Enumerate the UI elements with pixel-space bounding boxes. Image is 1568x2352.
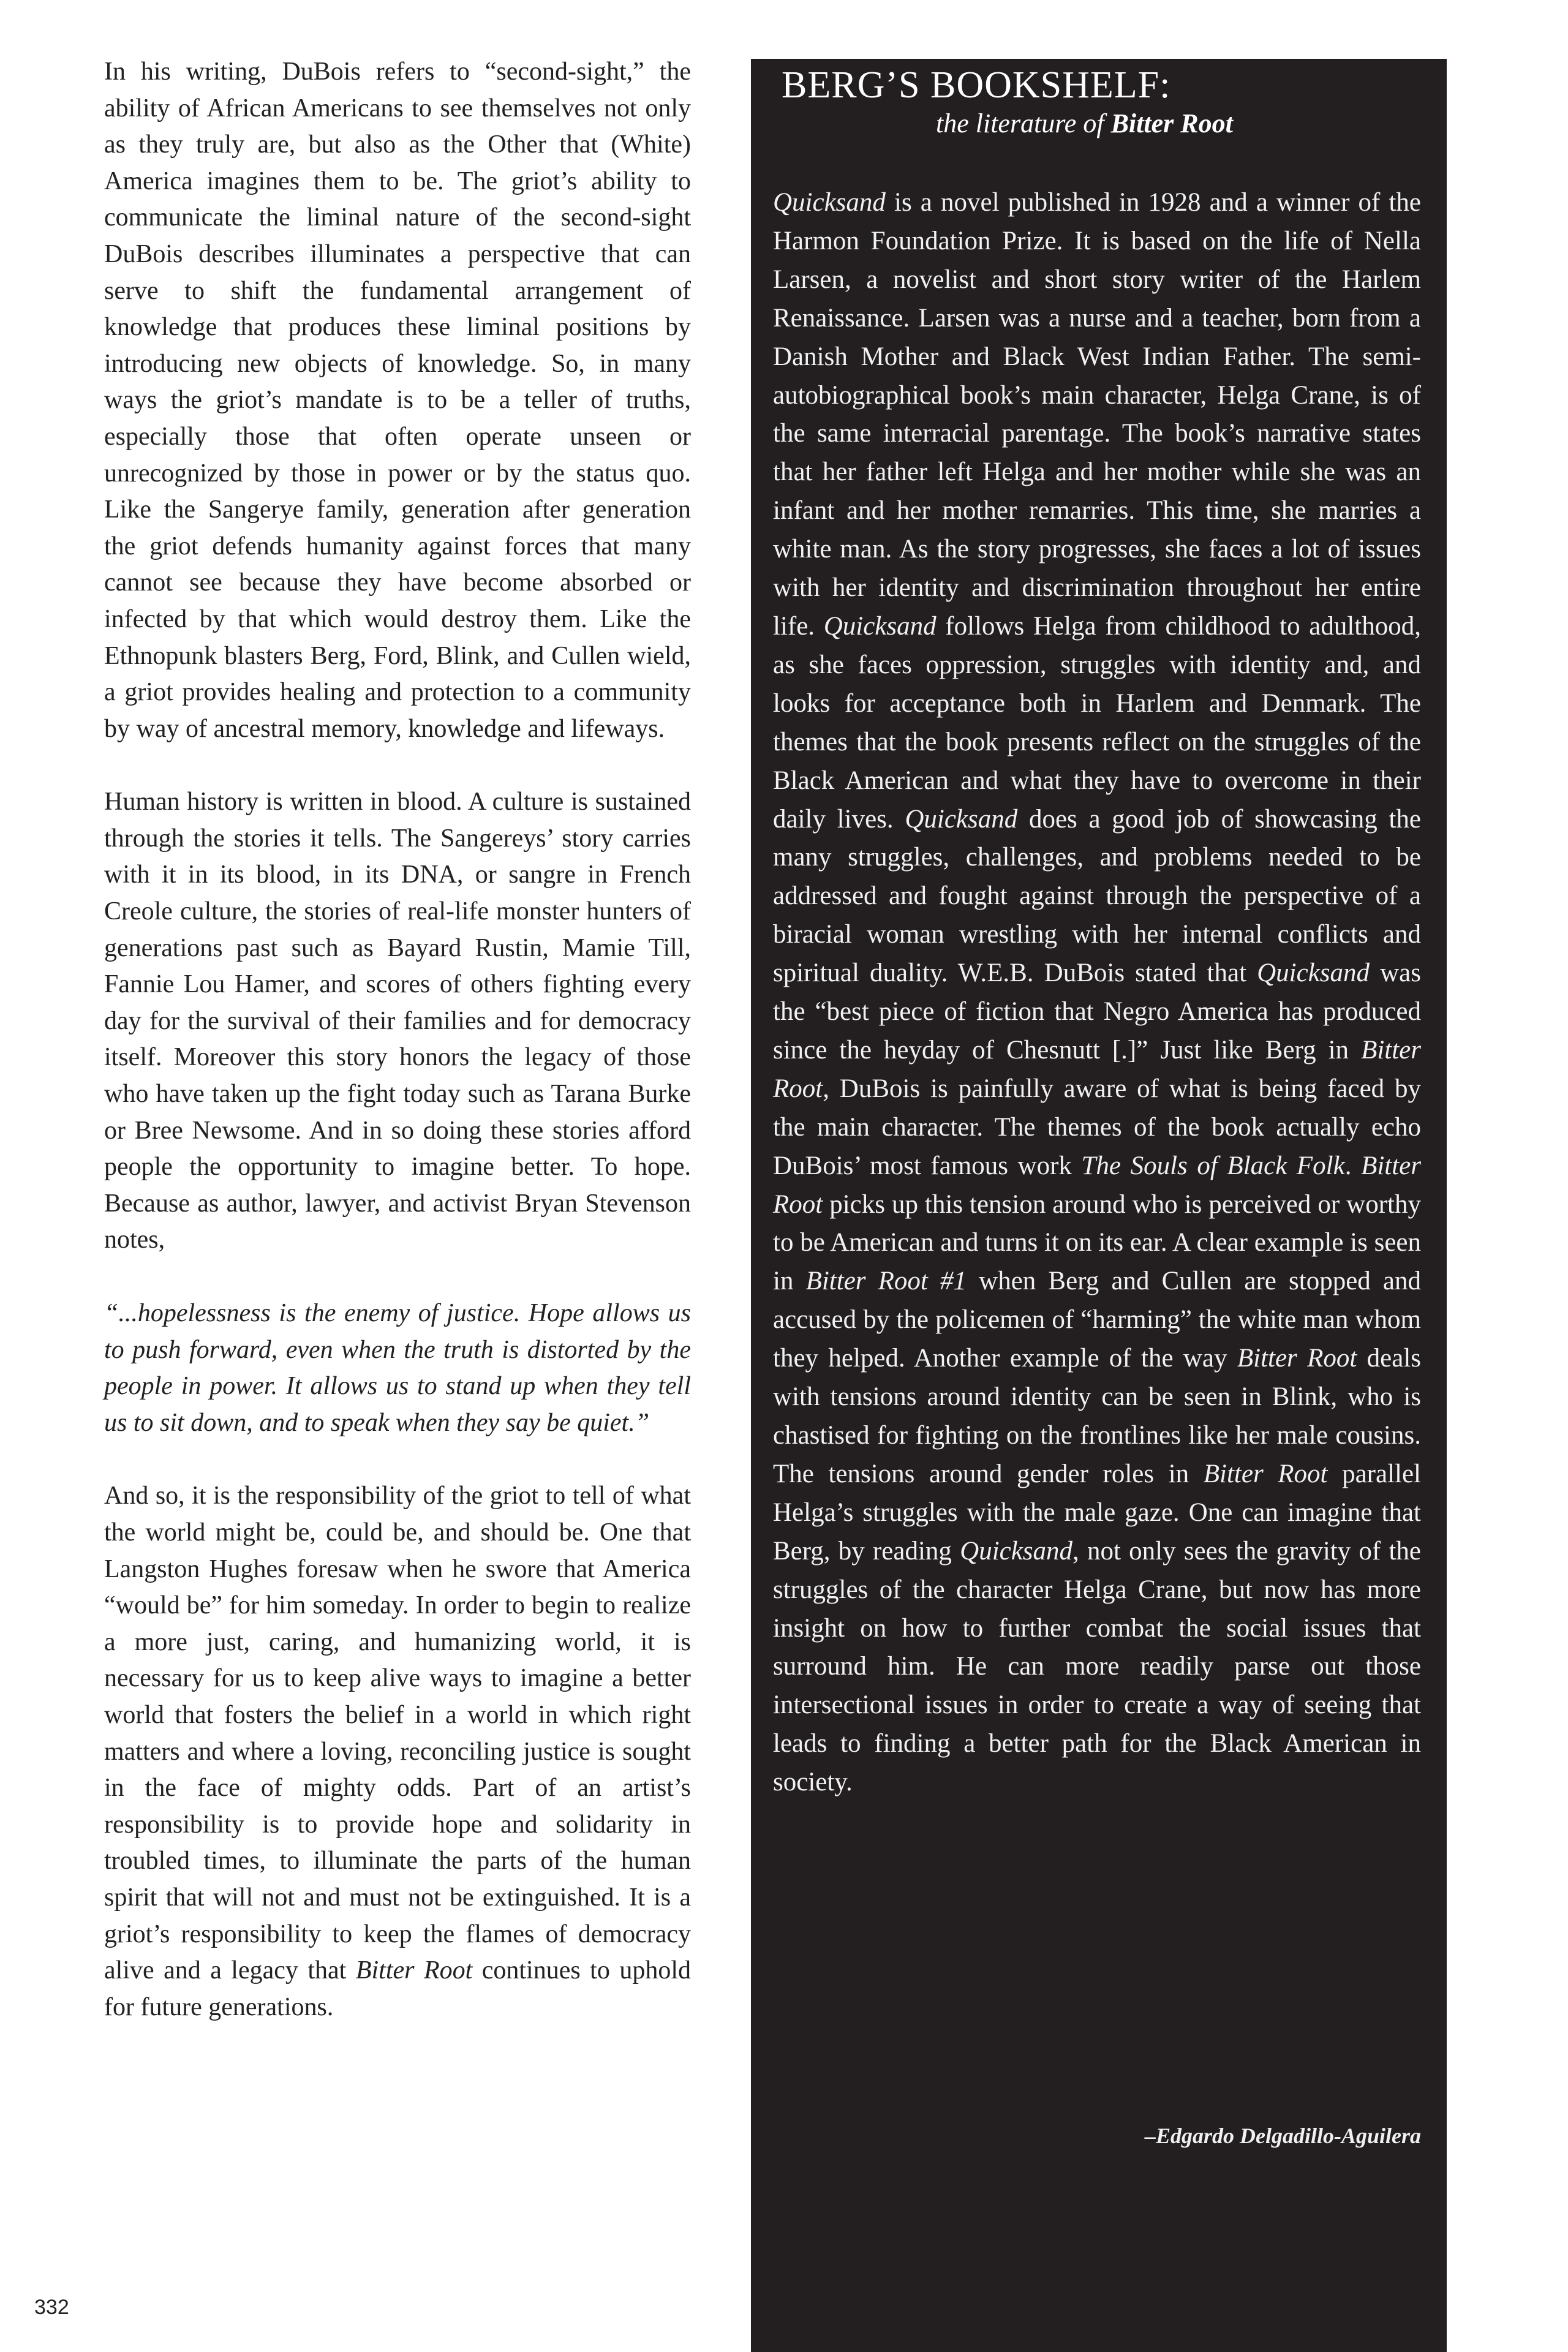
stevenson-quote: “...hopelessness is the enemy of justice. Hope allows us to push forward, even when the truth is distorted by the people in power. It allows us to stand up when they tell us to sit down, and to speak when they say be quiet.” [104,1299,691,1437]
italic-title: Quicksand [1257,959,1370,988]
review-text: parallel Helga’s struggles with the male gaze. One can imagine that Berg, by reading [773,1459,1422,1566]
review-text: , DuBois is painfully aware of what is being faced by the main character. The themes of the book actually echo DuBois’ most famous work [773,1074,1421,1180]
review-text: deals with tensions around identity can be seen in Blink, who is chastised for fighting on the frontlines like her male cousins. The tensions around gender roles in [773,1344,1422,1488]
article-paragraph-3-title: Bitter Root [355,1956,473,1985]
italic-title: Quicksand [905,804,1018,834]
review-text: picks up this tension around who is perceived or worthy to be American and turns it on its ear. A clear example is seen in [773,1189,1421,1296]
italic-title: Quicksand [823,611,937,641]
sidebar-review-body [773,184,1421,1802]
review-text: . [1344,1151,1362,1180]
italic-title: The Souls of Black Folk [1081,1151,1345,1180]
review-text: , not only sees the gravity of the struggles of the character Helga Crane, but now has more insight on how to further combat the social issues that surround him. He can more readily parse out those intersectional issues in order to create a way of seeing that leads to finding a better path for the Black American in society. [773,1536,1421,1797]
italic-title: Quicksand [960,1536,1073,1566]
italic-title: Bitter Root #1 [805,1267,967,1296]
article-paragraph-1: In his writing, DuBois refers to “second-sight,” the ability of African Americans to see themselves not only as they truly are, but also as the Other that (White) America imagines them to be. The griot’s ability to communicate the liminal nature of the second-sight DuBois describes illuminates a perspective that can serve to shift the fundamental arrangement of knowledge that produces these liminal positions by introducing new objects of knowledge. So, in many ways the griot’s mandate is to be a teller of truths, especially those that often operate unseen or unrecognized by those in power or by the status quo. Like the Sangerye family, generation after generation the griot defends humanity against forces that many cannot see because they have become absorbed or infected by that which would destroy them. Like the Ethnopunk blasters Berg, Ford, Blink, and Cullen wield, a griot provides healing and protection to a community by way of ancestral memory, knowledge and lifeways. [104,58,691,743]
review-text: does a good job of showcasing the many struggles, challenges, and problems needed to be addressed and fought against through the perspective of a biracial woman wrestling with her internal conflicts and spiritual duality. W.E.B. DuBois stated that [773,804,1421,988]
sidebar-title: BERG’S BOOKSHELF: [782,64,1171,106]
review-text: when Berg and Cullen are stopped and accused by the policemen of “harming” the white man whom they helped. Another example of the way [773,1267,1422,1373]
review-text: is a novel published in 1928 and a winner of the Harmon Foundation Prize. It is based on the life of Nella Larsen, a novelist and short story writer of the Harlem Renaissance. Larsen was a nurse and a teacher, born from a Danish Mother and Black West Indian Father. The semi-autobiographical book’s main character, Helga Crane, is of the same interracial parentage. The book’s narrative states that her father left Helga and her mother while she was an infant and her mother remarries. This time, she marries a white man. As the story progresses, she faces a lot of issues with her identity and discrimination throughout her entire life. [773,188,1421,641]
article-paragraph-3 [104,1478,691,2026]
italic-title: Bitter Root [773,1151,1422,1219]
italic-title: Quicksand [773,188,886,217]
review-text: follows Helga from childhood to adulthood, as she faces oppression, struggles with identity and, and looks for acceptance both in Harlem and Denmark. The themes that the book presents reflect on the struggles of the Black American and what they have to overcome in their daily lives. [773,611,1421,834]
article-paragraph-3-text-b: continues to uphold for future generations. [104,1956,691,2021]
review-text: was the “best piece of fiction that Negro America has produced since the heyday of Chesnutt [.]” Just like Berg in [773,959,1421,1065]
italic-title: Bitter Root [1203,1459,1328,1488]
italic-title: Bitter Root [1237,1344,1357,1373]
italic-title: Bitter Root [773,1035,1421,1103]
sidebar-subtitle-title: Bitter Root [1110,108,1233,138]
main-article-column [104,54,691,2062]
article-paragraph-2: Human history is written in blood. A culture is sustained through the stories it tells. The Sangereys’ story carries with it in its blood, in its DNA, or sangre in French Creole culture, the stories of real-life monster hunters of generations past such as Bayard Rustin, Mamie Till, Fannie Lou Hamer, and scores of others fighting every day for the survival of their families and for democracy itself. Moreover this story honors the legacy of those who have taken up the fight today such as Tarana Burke or Bree Newsome. And in so doing these stories afford people the opportunity to imagine better. To hope. Because as author, lawyer, and activist Bryan Stevenson notes, [104,788,691,1254]
page-number: 332 [34,2296,69,2319]
article-paragraph-3-text-a: And so, it is the responsibility of the griot to tell of what the world might be, could be, and should be. One that Langston Hughes foresaw when he swore that America “would be” for him someday. In order to begin to realize a more just, caring, and humanizing world, it is necessary for us to keep alive ways to imagine a better world that fosters the belief in a world in which right matters and where a loving, reconciling justice is sought in the face of mighty odds. Part of an artist’s responsibility is to provide hope and solidarity in troubled times, to illuminate the parts of the human spirit that will not and must not be extinguished. It is a griot’s responsibility to keep the flames of democracy alive and a legacy that [104,1482,691,1985]
sidebar-subtitle [936,108,1233,139]
review-signature: –Edgardo Delgadillo-Aguilera [1144,2124,1421,2148]
bookshelf-sidebar [751,59,1447,2352]
sidebar-subtitle-prefix: the literature of [936,108,1111,138]
